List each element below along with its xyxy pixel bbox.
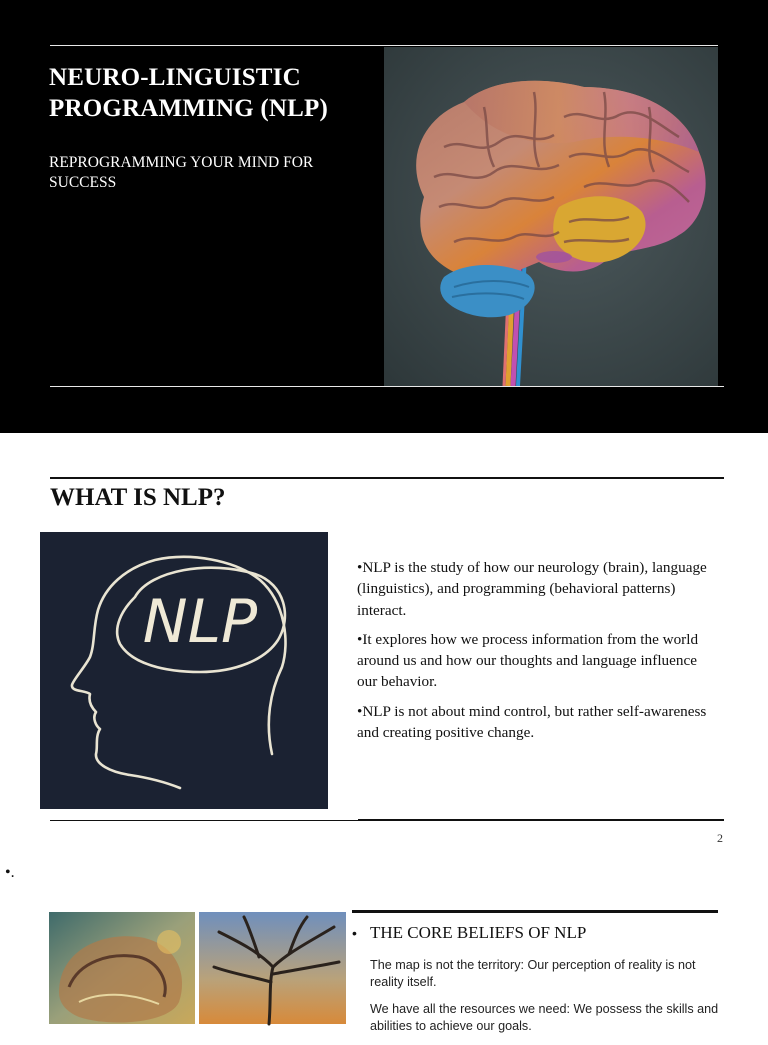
title-rule [50, 477, 724, 479]
subtitle-line-2: SUCCESS [49, 174, 117, 191]
brain-illustration [384, 47, 718, 386]
title-line-2: PROGRAMMING (NLP) [49, 95, 329, 122]
bottom-rule-right [358, 386, 724, 387]
stray-bullet-mark: •. [5, 864, 15, 881]
brain-image [384, 47, 718, 386]
bottom-rule-left [50, 386, 358, 387]
title-slide [0, 0, 768, 433]
heading-text: THE CORE BELIEFS OF NLP [370, 923, 587, 942]
bullet-item: •It explores how we process information from the world around us and how our thoughts and language influence our behavior. [357, 630, 699, 691]
slide-subtitle [49, 153, 349, 193]
belief-item: The map is not the territory: Our perception of reality is not reality itself. [370, 958, 696, 989]
tree-painting [199, 912, 346, 1024]
chalkboard-head-image [40, 532, 328, 809]
painting-right-image [199, 912, 346, 1024]
heading-bullet: • [352, 925, 357, 941]
subtitle-line-1: REPROGRAMMING YOUR MIND FOR [49, 154, 314, 171]
title-line-1: NEURO-LINGUISTIC [49, 64, 301, 91]
bullet-list [357, 557, 717, 751]
footer-rule-right [358, 819, 724, 821]
painting-left-image [49, 912, 195, 1024]
abstract-head-painting [49, 912, 195, 1024]
belief-item: We have all the resources we need: We possess the skills and abilities to achieve our goals. [370, 1002, 719, 1033]
slide-heading [352, 923, 718, 943]
bullet-item: •NLP is not about mind control, but rather self-awareness and creating positive change. [357, 702, 707, 742]
heading-rule [352, 910, 718, 913]
head-outline-illustration [40, 532, 328, 809]
beliefs-list [370, 957, 720, 1045]
bullet-item: •NLP is the study of how our neurology (brain), language (linguistics), and programming (behavioral patterns) interact. [357, 559, 707, 619]
page-number: 2 [717, 831, 723, 845]
slide-title [49, 62, 369, 124]
nlp-chalk-text: NLP [142, 587, 258, 657]
top-rule [50, 45, 718, 46]
slide-title: WHAT IS NLP? [50, 484, 226, 511]
footer-rule-left [50, 820, 358, 821]
